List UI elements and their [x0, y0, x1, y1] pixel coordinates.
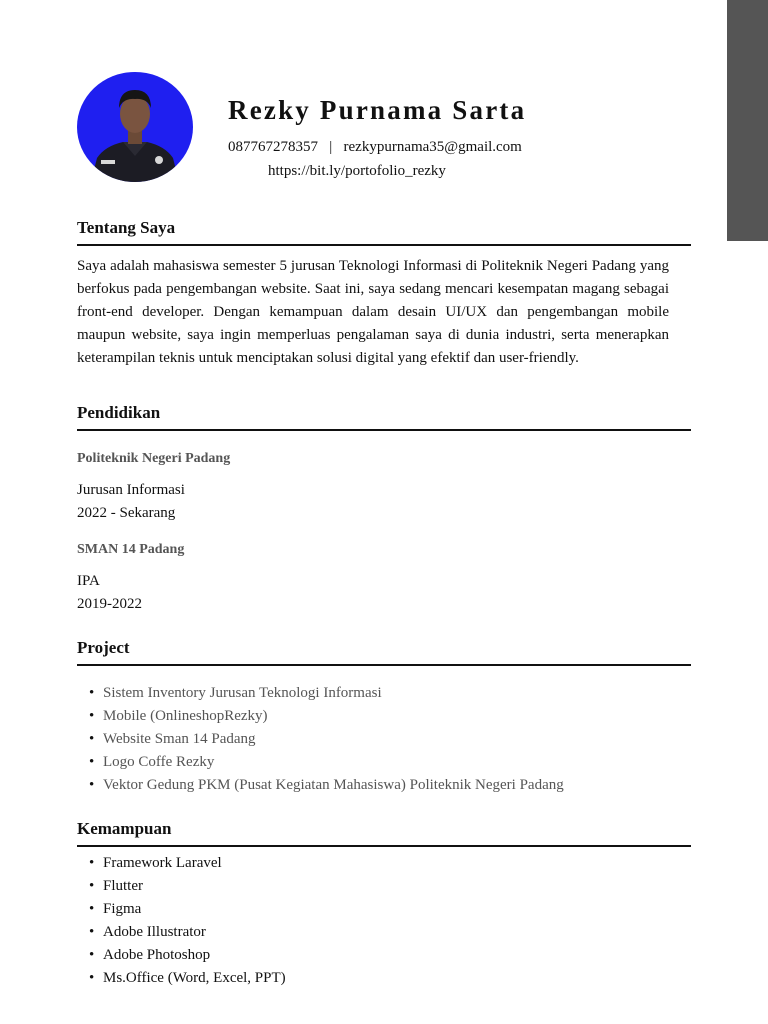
bullet-icon: •: [89, 754, 95, 770]
skill-item: Flutter: [103, 878, 143, 894]
contact-line: [228, 137, 522, 157]
list-item: [77, 728, 564, 751]
bullet-icon: •: [89, 970, 95, 986]
list-item: [77, 875, 286, 898]
candidate-name: Rezky Purnama Sarta: [228, 95, 527, 125]
about-paragraph: Saya adalah mahasiswa semester 5 jurusan Teknologi Informasi di Politeknik Negeri Padang yang berfokus pada pengembangan website. Saat ini, saya sedang mencari kesempatan magang sebagai front-end developer. Dengan kemampuan dalam desain UI/UX dan pengembangan mobile maupun website, saya ingin memperluas pengalaman saya di dunia industri, serta menerapkan keterampilan teknis untuk menciptakan solusi digital yang efektif dan user-friendly.: [77, 258, 669, 366]
list-item: [77, 852, 286, 875]
contact-separator: |: [329, 139, 333, 155]
list-item: [77, 751, 564, 774]
education-major: IPA: [77, 573, 100, 589]
bullet-icon: •: [89, 777, 95, 793]
education-major: Jurusan Informasi: [77, 482, 185, 498]
phone-number: 087767278357: [228, 139, 318, 155]
list-item: [77, 967, 286, 990]
education-school: Politeknik Negeri Padang: [77, 451, 231, 466]
skill-item: Figma: [103, 901, 142, 917]
section-title-about: Tentang Saya: [77, 217, 691, 246]
bullet-icon: •: [89, 685, 95, 701]
list-item: [77, 774, 564, 797]
section-title-skills: Kemampuan: [77, 818, 691, 847]
list-item: [77, 944, 286, 967]
section-title-projects: Project: [77, 637, 691, 666]
bullet-icon: •: [89, 708, 95, 724]
bullet-icon: •: [89, 855, 95, 871]
email-address[interactable]: rezkypurnama35@gmail.com: [343, 139, 522, 155]
section-title-education: Pendidikan: [77, 402, 691, 431]
skill-item: Ms.Office (Word, Excel, PPT): [103, 970, 286, 986]
bullet-icon: •: [89, 947, 95, 963]
scrollbar-thumb[interactable]: [727, 0, 768, 241]
skill-item: Adobe Photoshop: [103, 947, 211, 963]
bullet-icon: •: [89, 731, 95, 747]
education-school: SMAN 14 Padang: [77, 542, 185, 557]
skill-item: Adobe Illustrator: [103, 924, 206, 940]
project-item: Website Sman 14 Padang: [103, 731, 256, 747]
project-item: Sistem Inventory Jurusan Teknologi Informasi: [103, 685, 382, 701]
project-item: Mobile (OnlineshopRezky): [103, 708, 268, 724]
education-years: 2019-2022: [77, 596, 142, 612]
education-years: 2022 - Sekarang: [77, 505, 176, 521]
list-item: [77, 898, 286, 921]
skill-item: Framework Laravel: [103, 855, 222, 871]
list-item: [77, 682, 564, 705]
skill-list: [77, 852, 286, 990]
list-item: [77, 921, 286, 944]
project-item: Logo Coffe Rezky: [103, 754, 215, 770]
bullet-icon: •: [89, 901, 95, 917]
project-item: Vektor Gedung PKM (Pusat Kegiatan Mahasiswa) Politeknik Negeri Padang: [103, 777, 564, 793]
list-item: [77, 705, 564, 728]
bullet-icon: •: [89, 878, 95, 894]
profile-photo: [77, 72, 193, 182]
project-list: [77, 682, 564, 797]
bullet-icon: •: [89, 924, 95, 940]
portfolio-link[interactable]: https://bit.ly/portofolio_rezky: [268, 163, 446, 179]
